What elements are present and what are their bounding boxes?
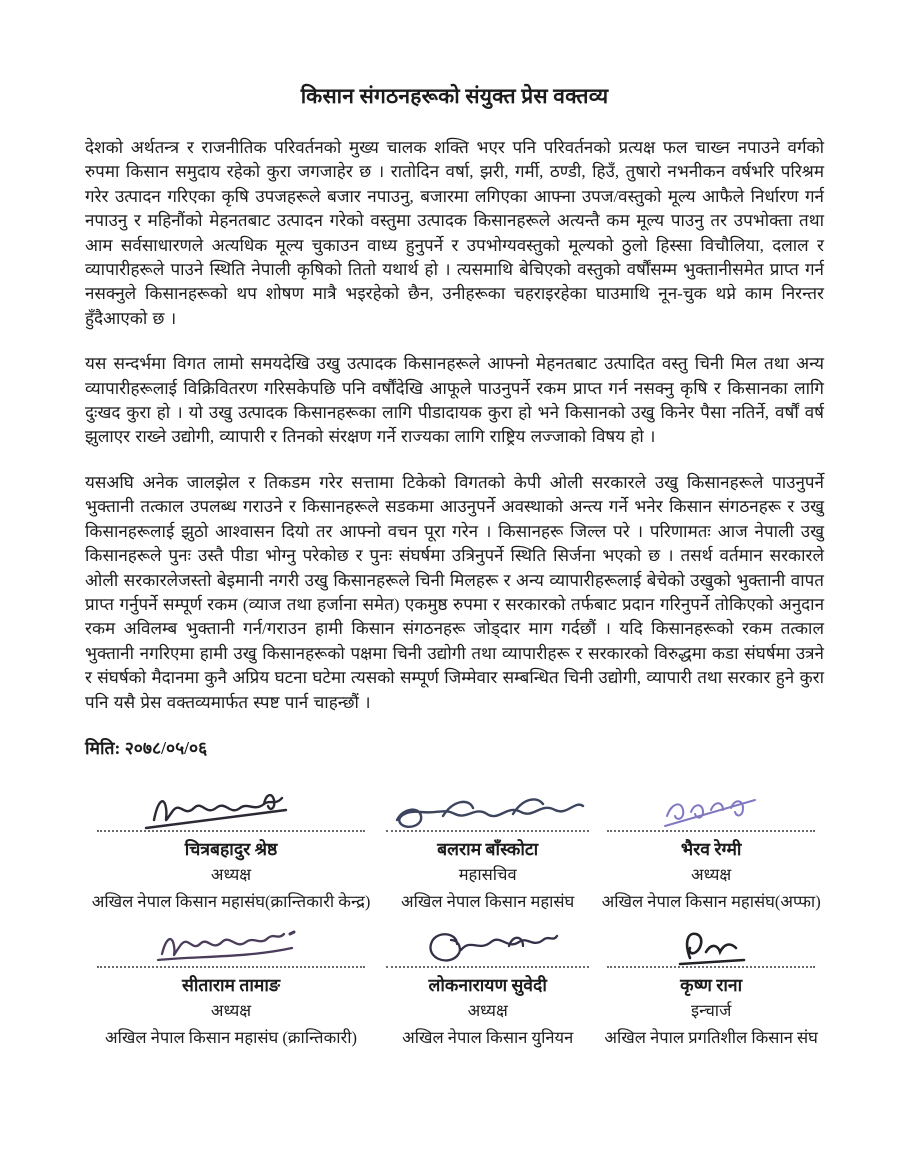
signatory-name: कृष्ण राना <box>680 974 743 995</box>
paragraph-2: यस सन्दर्भमा विगत लामो समयदेखि उखु उत्पादक किसानहरूले आफ्नो मेहनतबाट उत्पादित वस्तु चिनी मिल तथा अन्य व्यापारीहरूलाई विक्रिवितरण गरिसकेपछि पनि वर्षौंदेखि आफूले पाउनुपर्ने रकम प्राप्त गर्न नसक्नु कृषि र किसानका लागि दुःखद कुरा हो । यो उखु उत्पादक किसानहरूका लागि पीडादायक कुरा हो भने किसानको उखु किनेर पैसा नतिर्ने, वर्षौं वर्ष झुलाएर राख्ने उद्योगी, व्यापारी र तिनको संरक्षण गर्ने राज्यका लागि राष्ट्रिय लज्जाको विषय हो । <box>85 354 824 447</box>
signatory-role: महासचिव <box>458 864 517 884</box>
signature-image <box>413 922 563 974</box>
signatory-name: बलराम बाँस्कोटा <box>437 838 539 859</box>
signatory-role: अध्यक्ष <box>210 1000 252 1020</box>
signatory-chitrabahadur-shrestha <box>85 786 377 912</box>
signatory-balram-banskota <box>377 786 598 912</box>
paragraph-3: यसअघि अनेक जालझेल र तिकडम गरेर सत्तामा टिकेको विगतको केपी ओली सरकारले उखु किसानहरूले पाउनुपर्ने भुक्तानी तत्काल उपलब्ध गराउने र किसानहरूले सडकमा आउनुपर्ने अवस्थाको अन्त्य गर्ने भनेर किसान संगठनहरू र उखु किसानहरूलाई झुठो आश्वासन दियो तर आफ्नो वचन पूरा गरेन । किसानहरू जिल्ल परे । परिणामतः आज नेपाली उखु किसानहरूले पुनः उस्तै पीडा भोग्नु परेकोछ र पुनः संघर्षमा उत्रिनुपर्ने स्थिति सिर्जना भएको छ । तसर्थ वर्तमान सरकारले ओली सरकारलेजस्तो बेइमानी नगरी उखु किसानहरूले चिनी मिलहरू र अन्य व्यापारीहरूलाई बेचेको उखुको भुक्तानी वापत प्राप्त गर्नुपर्ने सम्पूर्ण रकम (व्याज तथा हर्जाना समेत) एकमुष्ठ रुपमा र सरकारको तर्फबाट प्रदान गरिनुपर्ने तोकिएको अनुदान रकम अविलम्ब भुक्तानी गर्न/गराउन हामी किसान संगठनहरू जोड्दार माग गर्दछौं । यदि किसानहरूको रकम तत्काल भुक्तानी नगरिएमा हामी उखु किसानहरूको पक्षमा चिनी उद्योगी तथा व्यापारीहरू र सरकारको विरुद्धमा कडा संघर्षमा उत्रने र संघर्षको मैदानमा कुनै अप्रिय घटना घटेमा त्यसको सम्पूर्ण जिम्मेवार सम्बन्धित चिनी उद्योगी, व्यापारी तथा सरकार हुने कुरा पनि यसै प्रेस वक्तव्यमार्फत स्पष्ट पार्न चाहन्छौं । <box>85 472 824 712</box>
paragraph-1: देशको अर्थतन्त्र र राजनीतिक परिवर्तनको मुख्य चालक शक्ति भएर पनि परिवर्तनको प्रत्यक्ष फल चाख्न नपाउने वर्गको रुपमा किसान समुदाय रहेको कुरा जगजाहेर छ । रातोदिन वर्षा, झरी, गर्मी, ठण्डी, हिउँ, तुषारो नभनीकन वर्षभरि परिश्रम गरेर उत्पादन गरिएका कृषि उपजहरूले बजार नपाउनु, बजारमा लगिएका आफ्ना उपज/वस्तुको मूल्य आफैले निर्धारण गर्न नपाउनु र महिनौंको मेहनतबाट उत्पादन गरेको वस्तुमा उत्पादक किसानहरूले अत्यन्तै कम मूल्य पाउनु तर उपभोक्ता तथा आम सर्वसाधारणले अत्यधिक मूल्य चुकाउन वाध्य हुनुपर्ने र उपभोग्यवस्तुको मूल्यको ठुलो हिस्सा विचौलिया, दलाल र व्यापारीहरूले पाउने स्थिति नेपाली कृषिको तितो यथार्थ हो । त्यसमाथि बेचिएको वस्तुको वर्षौंसम्म भुक्तानीसमेत प्राप्त गर्न नसक्नुले किसानहरूको थप शोषण मात्रै भइरहेको छैन, उनीहरूका चहराइरहेका घाउमाथि नून-चुक थप्ने काम निरन्तर हुँदैआएको छ । <box>85 138 824 328</box>
signature-row-2 <box>85 922 824 1048</box>
signatory-bhairav-regmi <box>598 786 824 912</box>
date-line: मिति: २०७८/०५/०६ <box>85 737 208 758</box>
signatory-role: इन्चार्ज <box>690 1000 732 1020</box>
signatory-role: अध्यक्ष <box>210 864 252 884</box>
signatory-organization: अखिल नेपाल किसान महासंघ(अप्फा) <box>601 891 821 911</box>
signatory-role: अध्यक्ष <box>467 1000 508 1020</box>
signature-image <box>383 786 593 838</box>
signatory-organization: अखिल नेपाल किसान महासंघ <box>401 891 575 911</box>
signatory-sitaram-tamang <box>85 922 377 1048</box>
signatory-loknarayan-subedi <box>377 922 598 1048</box>
signature-image <box>136 786 326 838</box>
signatory-name: भैरव रेग्मी <box>680 838 742 859</box>
signature-image <box>146 922 316 974</box>
signatory-organization: अखिल नेपाल किसान महासंघ(क्रान्तिकारी केन्द्र) <box>91 891 371 911</box>
signatory-organization: अखिल नेपाल प्रगतिशील किसान संघ <box>604 1027 818 1047</box>
signatory-name: चित्रबहादुर श्रेष्ठ <box>184 838 278 859</box>
signatory-organization: अखिल नेपाल किसान महासंघ (क्रान्तिकारी) <box>105 1027 358 1047</box>
signatory-name: लोकनारायण सुवेदी <box>428 974 547 995</box>
signature-image <box>651 786 771 838</box>
signature-image <box>656 922 766 974</box>
signature-row-1 <box>85 786 824 912</box>
signatory-role: अध्यक्ष <box>691 864 732 884</box>
document-title: किसान संगठनहरूको संयुक्त प्रेस वक्तव्य <box>300 84 609 108</box>
signatory-name: सीताराम तामाङ <box>182 974 281 995</box>
signatory-organization: अखिल नेपाल किसान युनियन <box>402 1027 574 1047</box>
signatory-krishna-rana <box>598 922 824 1048</box>
